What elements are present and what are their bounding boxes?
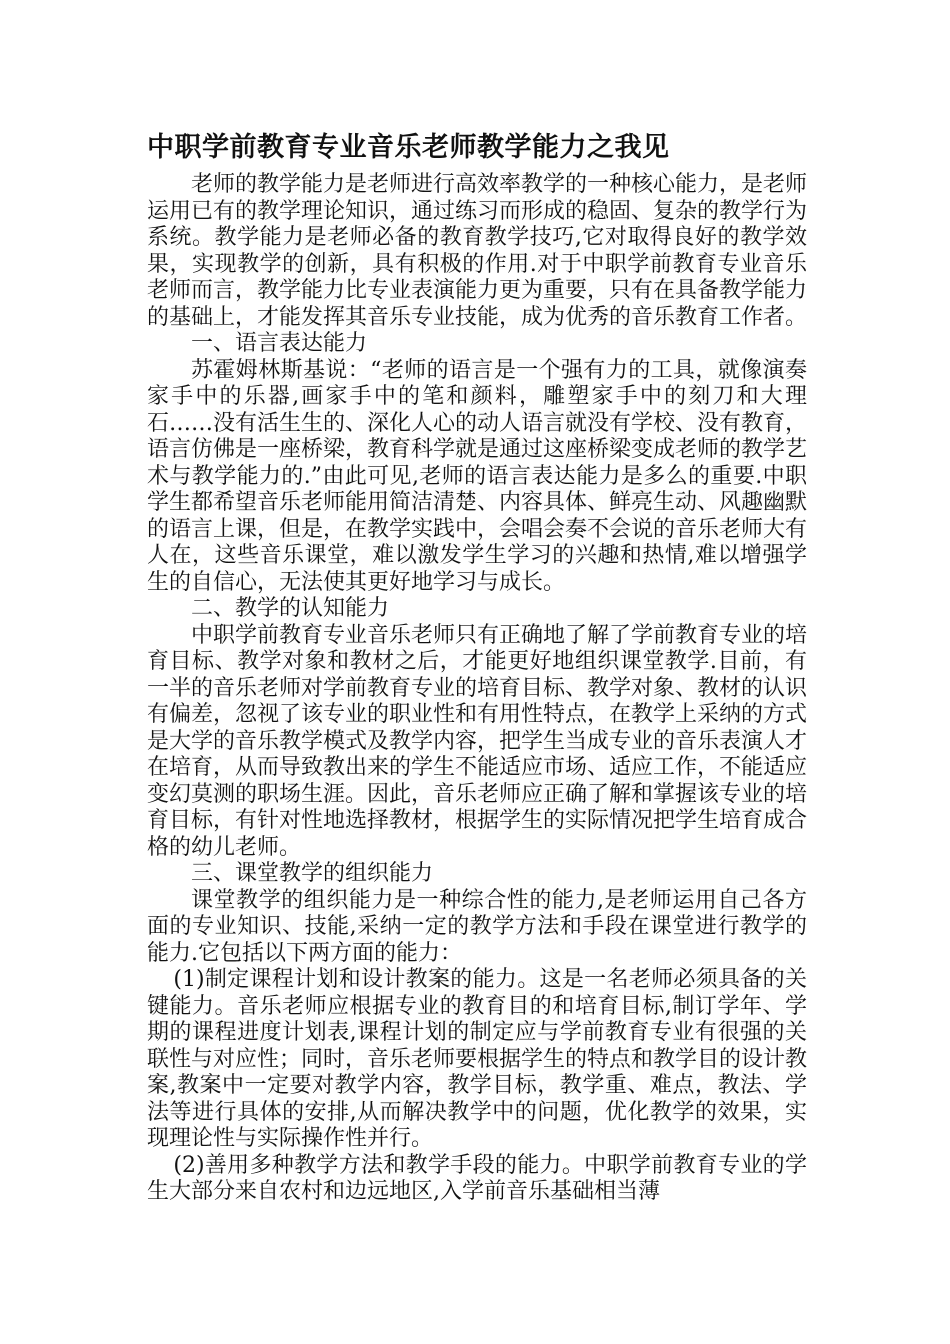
section-heading-3: 三、课堂教学的组织能力 [191,861,434,886]
paragraph-section-3: 课堂教学的组织能力是一种综合性的能力,是老师运用自己各方面的专业知识、技能,采纳一定的教学方法和手段在课堂进行教学的能力.它包括以下两方面的能力： [147,887,807,966]
list-item-1: (1)制定课程计划和设计教案的能力。这是一名老师必须具备的关键能力。音乐老师应根据专业的教育目的和培育目标,制订学年、学期的课程进度计划表,课程计划的制定应与学前教育专业有很强的关联性与对应性；同时，音乐老师要根据学生的特点和教学目的设计教案,教案中一定要对教学内容，教学目标，教学重、难点，教法、学法等进行具体的安排,从而解决教学中的问题，优化教学的效果，实现理论性与实际操作性并行。 [147,967,808,1151]
section-heading-1: 一、语言表达能力 [191,331,368,356]
document-page [147,128,807,1206]
document-body [147,172,807,1206]
paragraph-section-1: 苏霍姆林斯基说：“老师的语言是一个强有力的工具，就像演奏家手中的乐器,画家手中的笔和颜料，雕塑家手中的刻刀和大理石……没有活生生的、深化人心的动人语言就没有学校、没有教育，语言仿佛是一座桥梁，教育科学就是通过这座桥梁变成老师的教学艺术与教学能力的.”由此可见,老师的语言表达能力是多么的重要.中职学生都希望音乐老师能用简洁清楚、内容具体、鲜亮生动、风趣幽默的语言上课，但是，在教学实践中，会唱会奏不会说的音乐老师大有人在，这些音乐课堂，难以激发学生学习的兴趣和热情,难以增强学生的自信心，无法使其更好地学习与成长。 [147,357,808,595]
list-item-2: (2)善用多种教学方法和教学手段的能力。中职学前教育专业的学生大部分来自农村和边远地区,入学前音乐基础相当薄 [147,1152,807,1204]
document-title: 中职学前教育专业音乐老师教学能力之我见 [147,132,670,163]
paragraph-intro: 老师的教学能力是老师进行高效率教学的一种核心能力，是老师运用已有的教学理论知识，通过练习而形成的稳固、复杂的教学行为系统。教学能力是老师必备的教育教学技巧,它对取得良好的教学效果，实现教学的创新，具有积极的作用.对于中职学前教育专业音乐老师而言，教学能力比专业表演能力更为重要，只有在具备教学能力的基础上，才能发挥其音乐专业技能，成为优秀的音乐教育工作者。 [147,172,808,330]
paragraph-section-2: 中职学前教育专业音乐老师只有正确地了解了学前教育专业的培育目标、教学对象和教材之后，才能更好地组织课堂教学.目前，有一半的音乐老师对学前教育专业的培育目标、教学对象、教材的认识有偏差，忽视了该专业的职业性和有用性特点，在教学上采纳的方式是大学的音乐教学模式及教学内容，把学生当成专业的音乐表演人才在培育，从而导致教出来的学生不能适应市场、适应工作，不能适应变幻莫测的职场生涯。因此，音乐老师应正确了解和掌握该专业的培育目标，有针对性地选择教材，根据学生的实际情况把学生培育成合格的幼儿老师。 [147,622,808,860]
section-heading-2: 二、教学的认知能力 [191,596,390,621]
